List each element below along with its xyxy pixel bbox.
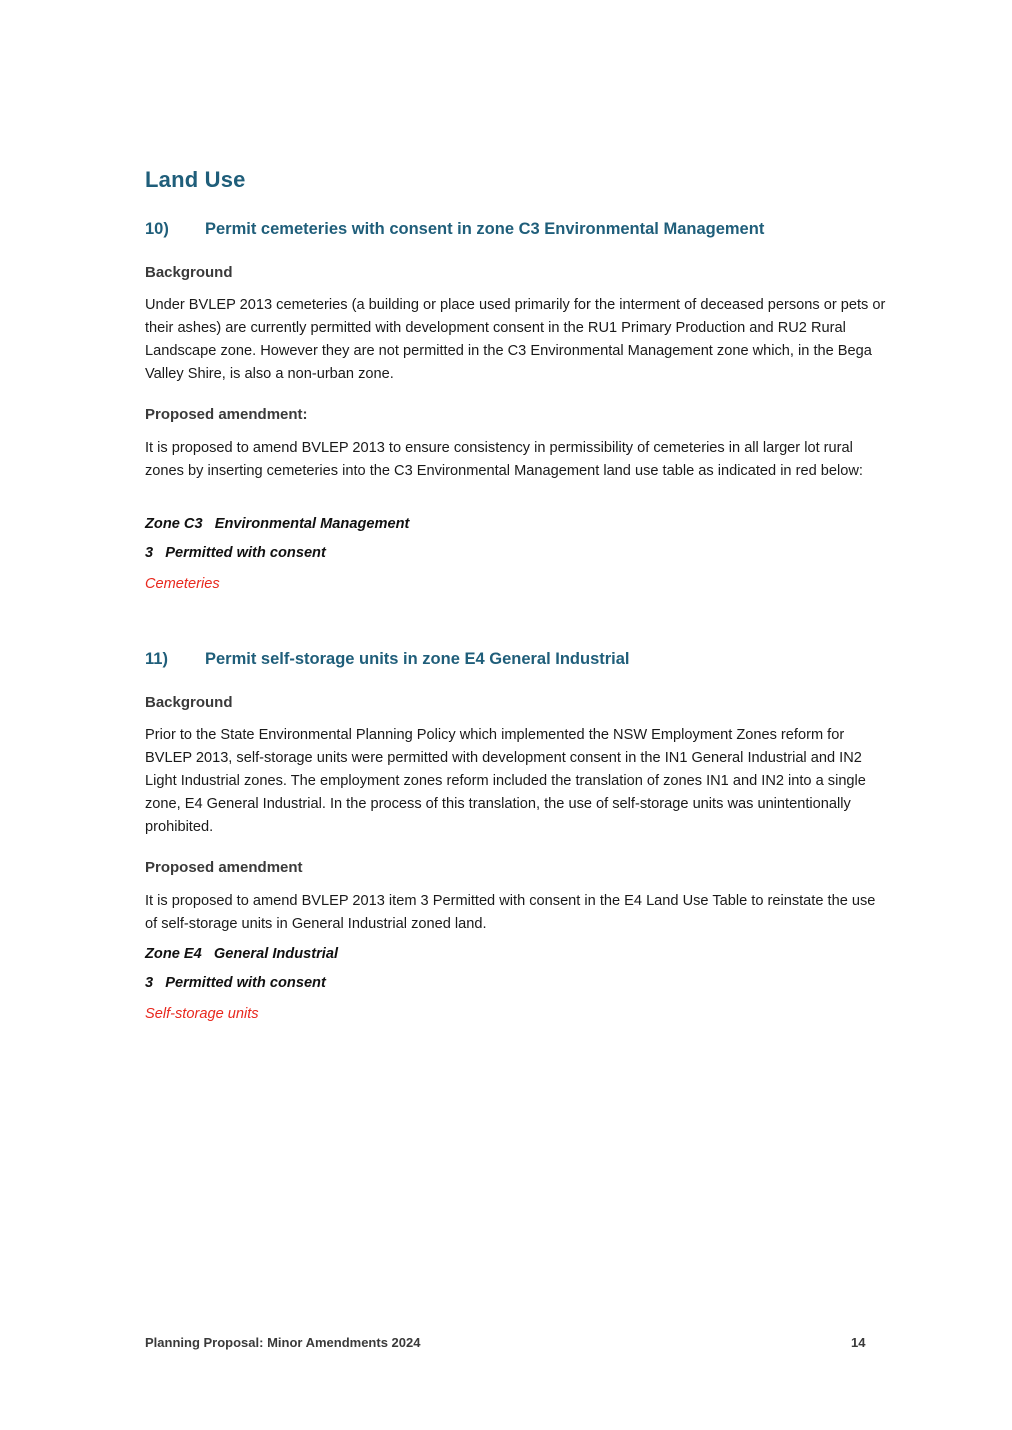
section-10-consent-line: 3 Permitted with consent (145, 545, 326, 561)
section-11-background-text: Prior to the State Environmental Planning Policy which implemented the NSW Employment Zones reform for BVLEP 2013, self-storage units were permitted with development consent in the IN1 General Industrial and IN2 Light Industrial zones. The employment zones reform included the translation of zones IN1 and IN2 into a single zone, E4 General Industrial. In the process of this translation, the use of self-storage units was unintentionally prohibited. (145, 727, 866, 835)
section-10-heading (145, 220, 764, 239)
section-11-added-use: Self-storage units (145, 1006, 259, 1022)
section-10-title: Permit cemeteries with consent in zone C3 Environmental Management (205, 220, 765, 238)
page-title: Land Use (145, 167, 246, 192)
section-10-added-use: Cemeteries (145, 576, 220, 592)
section-10-number: 10) (145, 220, 169, 238)
footer-page-number: 14 (851, 1335, 866, 1350)
section-11-number: 11) (145, 650, 168, 668)
section-11-consent-line: 3 Permitted with consent (145, 975, 326, 991)
section-10-background-text: Under BVLEP 2013 cemeteries (a building or place used primarily for the interment of deceased persons or pets or their ashes) are currently permitted with development consent in the RU1 Primary Production and RU2 Rural Landscape zone. However they are not permitted in the C3 Environmental Management zone which, in the Bega Valley Shire, is also a non-urban zone. (145, 297, 886, 382)
section-11-zone-line: Zone E4 General Industrial (145, 946, 339, 962)
section-11-amendment-text: It is proposed to amend BVLEP 2013 item 3 Permitted with consent in the E4 Land Use Table to reinstate the use of self-storage units in General Industrial zoned land. (145, 893, 876, 932)
section-11-amendment-label: Proposed amendment (145, 859, 303, 876)
section-10-amendment-label: Proposed amendment: (145, 406, 308, 423)
footer-document-title: Planning Proposal: Minor Amendments 2024 (145, 1335, 421, 1350)
section-10-background-label: Background (145, 264, 233, 281)
section-11-heading (145, 650, 630, 669)
section-11-background-label: Background (145, 694, 233, 711)
section-10-zone-line: Zone C3 Environmental Management (145, 516, 410, 532)
section-10-amendment-text: It is proposed to amend BVLEP 2013 to ensure consistency in permissibility of cemeteries in all larger lot rural zones by inserting cemeteries into the C3 Environmental Management land use table as indicated in red below: (145, 440, 863, 479)
section-11-title: Permit self-storage units in zone E4 General Industrial (205, 650, 630, 668)
